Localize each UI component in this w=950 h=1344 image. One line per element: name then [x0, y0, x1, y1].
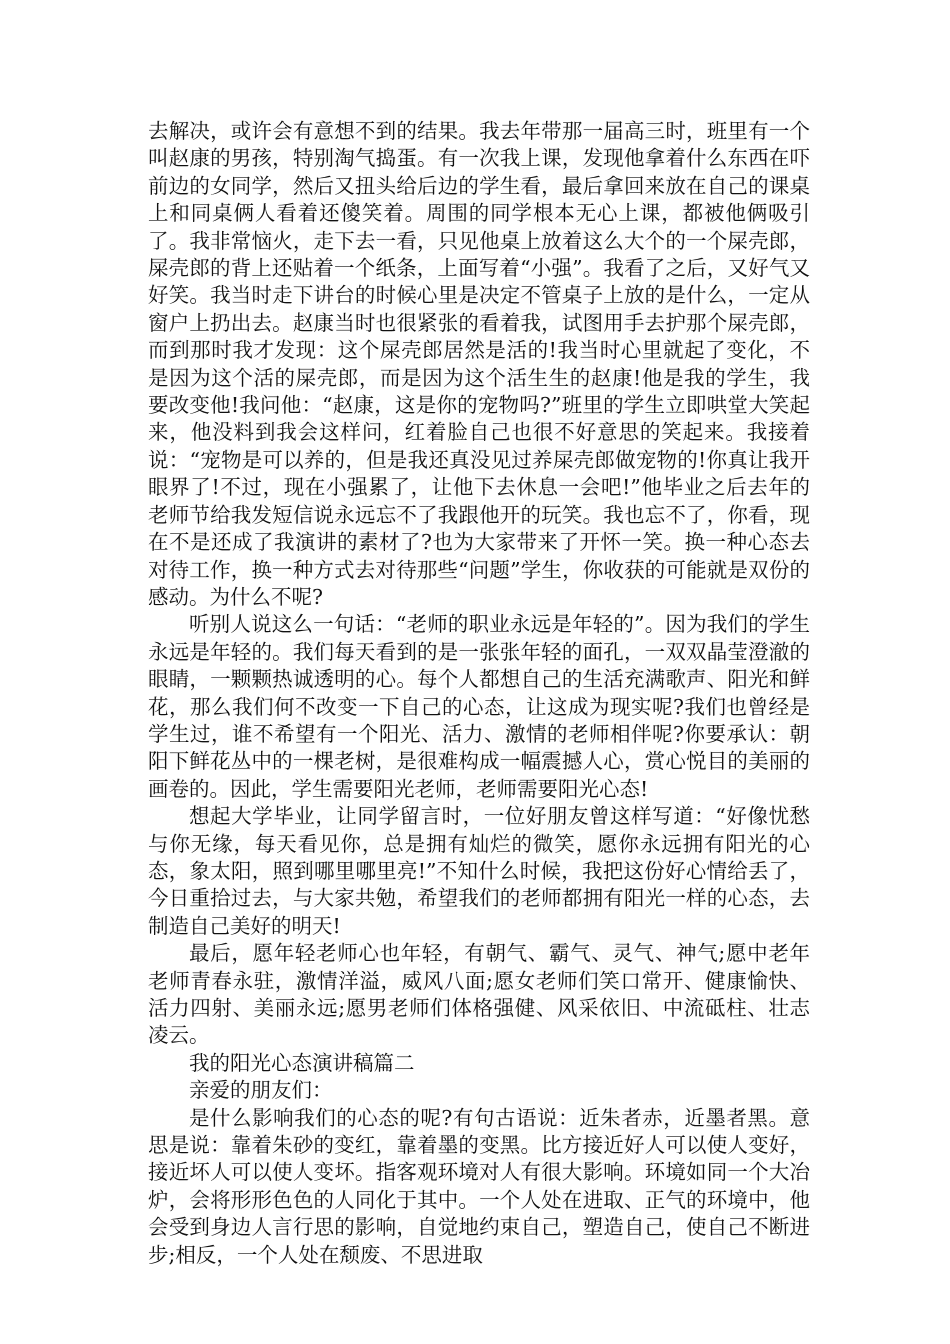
section-title: 我的阳光心态演讲稿篇二	[189, 1050, 415, 1075]
paragraph-5: 是什么影响我们的心态的呢?有句古语说：近朱者赤，近墨者黑。意思是说：靠着朱砂的变红，靠着墨的变黑。比方接近好人可以使人变好，接近坏人可以使人变坏。指客观环境对人有很大影响。环境如同一个大冶炉，会将形形色色的人同化于其中。一个人处在进取、正气的环境中，他会受到身边人言行思的影响，自觉地约束自己，塑造自己，使自己不断进步;相反，一个人处在颓废、不思进取	[148, 1105, 810, 1267]
salutation: 亲爱的朋友们：	[189, 1078, 333, 1103]
paragraph-1: 去解决，或许会有意想不到的结果。我去年带那一届高三时，班里有一个叫赵康的男孩，特别淘气捣蛋。有一次我上课，发现他拿着什么东西在吓前边的女同学，然后又扭头给后边的学生看，最后拿回来放在自己的课桌上和同桌俩人看着还傻笑着。周围的同学根本无心上课，都被他俩吸引了。我非常恼火，走下去一看，只见他桌上放着这么大个的一个屎壳郎，屎壳郎的背上还贴着一个纸条，上面写着“小强”。我看了之后，又好气又好笑。我当时走下讲台的时候心里是决定不管桌子上放的是什么，一定从窗户上扔出去。赵康当时也很紧张的看着我，试图用手去护那个屎壳郎，而到那时我才发现：这个屎壳郎居然是活的!我当时心里就起了变化，不是因为这个活的屎壳郎，而是因为这个活生生的赵康!他是我的学生，我要改变他!我问他：“赵康，这是你的宠物吗?”班里的学生立即哄堂大笑起来，他没料到我会这样问，红着脸自己也很不好意思的笑起来。我接着说：“宠物是可以养的，但是我还真没见过养屎壳郎做宠物的!你真让我开眼界了!不过，现在小强累了，让他下去休息一会吧!”他毕业之后去年的老师节给我发短信说永远忘不了我跟他开的玩笑。我也忘不了，你看，现在不是还成了我演讲的素材了?也为大家带来了开怀一笑。换一种心态去对待工作，换一种方式去对待那些“问题”学生，你收获的可能就是双份的感动。为什么不呢?	[148, 119, 810, 609]
document-body	[148, 118, 810, 1269]
paragraph-3: 想起大学毕业，让同学留言时，一位好朋友曾这样写道：“好像忧愁与你无缘，每天看见你，总是拥有灿烂的微笑，愿你永远拥有阳光的心态，象太阳，照到哪里哪里亮!”不知什么时候，我把这份好心情给丢了，今日重拾过去，与大家共勉，希望我们的老师都拥有阳光一样的心态，去制造自己美好的明天!	[148, 804, 810, 938]
paragraph-4: 最后，愿年轻老师心也年轻，有朝气、霸气、灵气、神气;愿中老年老师青春永驻，激情洋溢，威风八面;愿女老师们笑口常开、健康愉快、活力四射、美丽永远;愿男老师们体格强健、风采依旧、中流砥柱、壮志凌云。	[148, 941, 810, 1048]
paragraph-2: 听别人说这么一句话：“老师的职业永远是年轻的”。因为我们的学生永远是年轻的。我们每天看到的是一张张年轻的面孔，一双双晶莹澄澈的眼睛，一颗颗热诚透明的心。每个人都想自己的生活充满歌声、阳光和鲜花，那么我们何不改变一下自己的心态，让这成为现实呢?我们也曾经是学生过，谁不希望有一个阳光、活力、激情的老师相伴呢?你要承认：朝阳下鲜花丛中的一棵老树，是很难构成一幅震撼人心，赏心悦目的美丽的画卷的。因此，学生需要阳光老师，老师需要阳光心态!	[148, 612, 810, 801]
